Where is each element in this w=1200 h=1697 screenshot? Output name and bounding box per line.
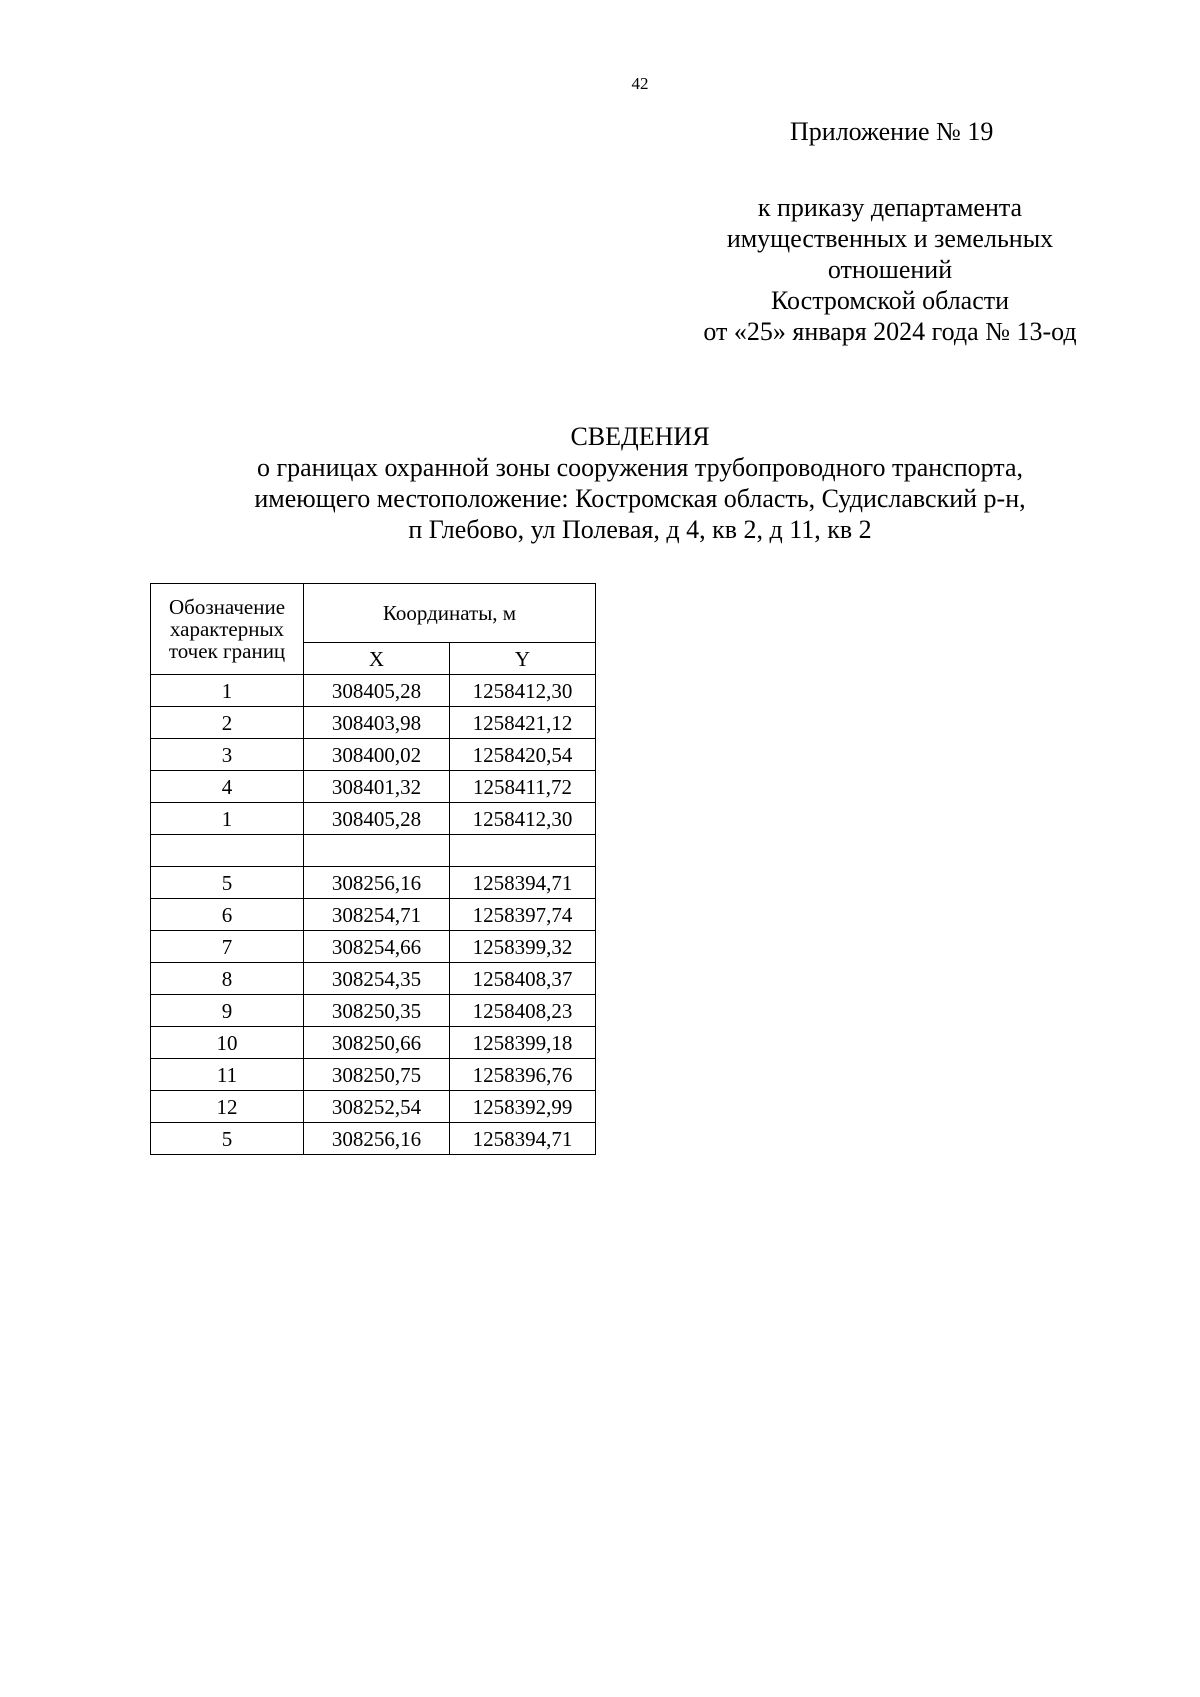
cell-x: 308254,35 bbox=[304, 963, 450, 995]
header-coordinates: Координаты, м bbox=[304, 584, 596, 643]
cell-x: 308405,28 bbox=[304, 803, 450, 835]
cell-point: 1 bbox=[151, 675, 304, 707]
cell-x: 308401,32 bbox=[304, 771, 450, 803]
table-row bbox=[151, 1059, 596, 1091]
table-row bbox=[151, 995, 596, 1027]
table-row bbox=[151, 739, 596, 771]
cell-point: 7 bbox=[151, 931, 304, 963]
cell-y: 1258394,71 bbox=[450, 1123, 596, 1155]
cell-point: 1 bbox=[151, 803, 304, 835]
cell-y: 1258408,37 bbox=[450, 963, 596, 995]
table-row bbox=[151, 675, 596, 707]
cell-x: 308403,98 bbox=[304, 707, 450, 739]
cell-point: 12 bbox=[151, 1091, 304, 1123]
table-row bbox=[151, 867, 596, 899]
cell-y: 1258408,23 bbox=[450, 995, 596, 1027]
cell-point: 2 bbox=[151, 707, 304, 739]
heading-line: п Глебово, ул Полевая, д 4, кв 2, д 11, кв 2 bbox=[408, 515, 872, 544]
cell-point: 10 bbox=[151, 1027, 304, 1059]
table-row bbox=[151, 803, 596, 835]
cell-y: 1258420,54 bbox=[450, 739, 596, 771]
document-heading bbox=[0, 421, 1200, 545]
table-row bbox=[151, 1091, 596, 1123]
table-row bbox=[151, 963, 596, 995]
order-line: к приказу департамента bbox=[757, 193, 1023, 222]
table-row bbox=[151, 899, 596, 931]
cell-point: 5 bbox=[151, 867, 304, 899]
heading-line: имеющего местоположение: Костромская область, Судиславский р-н, bbox=[254, 484, 1026, 513]
cell-x: 308250,35 bbox=[304, 995, 450, 1027]
order-line: от «25» января 2024 года № 13-од bbox=[703, 317, 1077, 346]
appendix-title: Приложение № 19 bbox=[790, 117, 994, 146]
cell-x: 308254,66 bbox=[304, 931, 450, 963]
table-body bbox=[151, 675, 596, 1155]
cell-y: 1258412,30 bbox=[450, 675, 596, 707]
cell-x: 308256,16 bbox=[304, 1123, 450, 1155]
order-line: Костромской области bbox=[770, 286, 1010, 315]
coordinates-table bbox=[150, 583, 596, 1155]
table-row bbox=[151, 835, 596, 867]
order-line: отношений bbox=[827, 255, 953, 284]
cell-y: 1258412,30 bbox=[450, 803, 596, 835]
cell-point: 5 bbox=[151, 1123, 304, 1155]
cell-x: 308252,54 bbox=[304, 1091, 450, 1123]
cell-y bbox=[450, 835, 596, 867]
cell-y: 1258396,76 bbox=[450, 1059, 596, 1091]
cell-point: 3 bbox=[151, 739, 304, 771]
table-row bbox=[151, 931, 596, 963]
page-number: 42 bbox=[631, 74, 649, 93]
table-row bbox=[151, 707, 596, 739]
cell-y: 1258421,12 bbox=[450, 707, 596, 739]
cell-x: 308250,75 bbox=[304, 1059, 450, 1091]
heading-title: СВЕДЕНИЯ bbox=[570, 422, 710, 451]
table-row bbox=[151, 1123, 596, 1155]
cell-y: 1258399,18 bbox=[450, 1027, 596, 1059]
header-x: X bbox=[304, 643, 450, 675]
cell-x: 308400,02 bbox=[304, 739, 450, 771]
cell-x: 308405,28 bbox=[304, 675, 450, 707]
cell-y: 1258399,32 bbox=[450, 931, 596, 963]
cell-x: 308254,71 bbox=[304, 899, 450, 931]
cell-y: 1258411,72 bbox=[450, 771, 596, 803]
cell-point: 6 bbox=[151, 899, 304, 931]
header-point-designation: Обозначение характерных точек границ bbox=[151, 584, 304, 675]
header-y: Y bbox=[450, 643, 596, 675]
cell-y: 1258394,71 bbox=[450, 867, 596, 899]
cell-point bbox=[151, 835, 304, 867]
cell-y: 1258392,99 bbox=[450, 1091, 596, 1123]
cell-y: 1258397,74 bbox=[450, 899, 596, 931]
cell-point: 9 bbox=[151, 995, 304, 1027]
cell-x: 308256,16 bbox=[304, 867, 450, 899]
table-row bbox=[151, 771, 596, 803]
cell-point: 8 bbox=[151, 963, 304, 995]
cell-point: 4 bbox=[151, 771, 304, 803]
cell-x: 308250,66 bbox=[304, 1027, 450, 1059]
order-reference bbox=[650, 192, 1130, 347]
order-line: имущественных и земельных bbox=[726, 224, 1054, 253]
heading-line: о границах охранной зоны сооружения трубопроводного транспорта, bbox=[256, 453, 1024, 482]
cell-x bbox=[304, 835, 450, 867]
cell-point: 11 bbox=[151, 1059, 304, 1091]
table-row bbox=[151, 1027, 596, 1059]
